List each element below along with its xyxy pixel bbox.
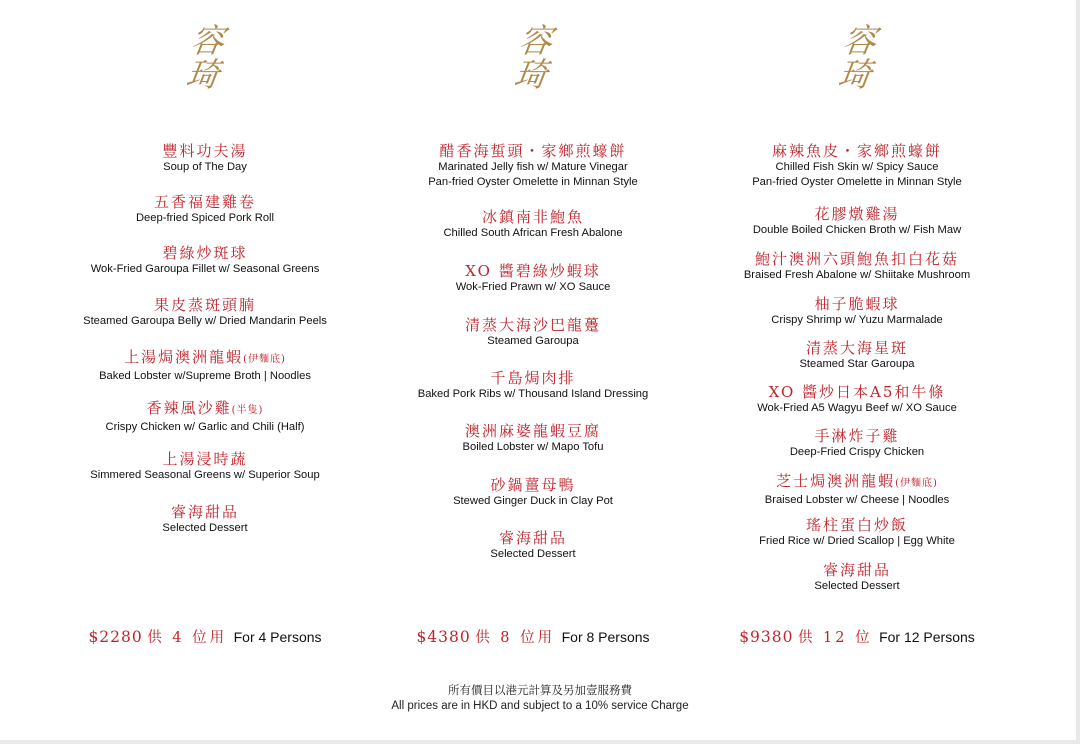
dish-item [383, 476, 683, 509]
dish-name-zh-main: 芝士焗澳洲龍蝦 [776, 472, 896, 490]
dish-name-zh: XO 醬炒日本A5和牛條 [768, 383, 946, 401]
logo-char-bottom: 琦 [183, 55, 222, 94]
price-amount: $9380 [739, 628, 794, 646]
dish-name-zh: 柚子脆蝦球 [814, 295, 900, 313]
dish-name-en: Marinated Jelly fish w/ Mature Vinegar [438, 161, 628, 173]
dish-name-en: Boiled Lobster w/ Mapo Tofu [462, 441, 604, 453]
dish-item [707, 339, 1007, 372]
dish-name-zh: 五香福建雞卷 [153, 193, 256, 211]
dish-name-zh-main: 上湯焗澳洲龍蝦 [124, 348, 244, 366]
dish-item [707, 472, 1007, 508]
dish-name-zh: 醋香海蜇頭・家鄉煎蠔餅 [439, 142, 627, 160]
dish-item [707, 427, 1007, 460]
dish-name-zh: 瑤柱蛋白炒飯 [805, 516, 908, 534]
dish-name-zh [707, 472, 1007, 493]
dish-name-zh: 清蒸大海星斑 [805, 339, 908, 357]
logo-char-top: 容 [516, 21, 555, 60]
dish-name-zh: 清蒸大海沙巴龍躉 [464, 316, 601, 334]
price-line [707, 626, 1007, 647]
dish-name-en: Simmered Seasonal Greens w/ Superior Soup [90, 469, 320, 481]
dish-item [55, 296, 355, 329]
dish-note-zh: (半隻) [231, 405, 264, 416]
logo-char-bottom: 琦 [511, 55, 550, 94]
dish-name-zh: 果皮蒸斑頭腩 [153, 296, 256, 314]
dish-name-zh [55, 348, 355, 369]
dish-item [55, 399, 355, 435]
dish-name-en: Wok-Fried A5 Wagyu Beef w/ XO Sauce [757, 402, 957, 414]
dish-name-zh: 睿海甜品 [498, 529, 567, 547]
dish-item [383, 529, 683, 562]
dish-name-en: Fried Rice w/ Dried Scallop | Egg White [759, 535, 955, 547]
dish-item [55, 503, 355, 536]
dish-name-zh: 碧綠炒斑球 [162, 244, 248, 262]
dish-item [55, 348, 355, 384]
dish-name-en: Chilled Fish Skin w/ Spicy Sauce [775, 161, 939, 173]
dish-name-en: Chilled South African Fresh Abalone [443, 227, 623, 239]
footer-note-zh: 所有價目以港元計算及另加壹服務費 [448, 685, 632, 697]
brand-logo [170, 20, 241, 96]
price-amount: $4380 [416, 628, 471, 646]
price-amount: $2280 [88, 628, 143, 646]
dish-name-en: Steamed Star Garoupa [799, 358, 915, 370]
dish-item [383, 316, 683, 349]
dish-item [707, 383, 1007, 416]
dish-name-zh: 上湯浸時蔬 [162, 450, 248, 468]
dish-name-zh: 豐料功夫湯 [162, 142, 248, 160]
dish-name-zh: 睿海甜品 [170, 503, 239, 521]
dish-name-en: Crispy Shrimp w/ Yuzu Marmalade [771, 314, 943, 326]
dish-name-zh: 睿海甜品 [822, 561, 891, 579]
price-persons-zh: 供 8 位用 [475, 630, 556, 646]
price-persons-zh: 供 12 位 [797, 630, 873, 646]
logo-char-top: 容 [840, 21, 879, 60]
dish-item [55, 142, 355, 175]
dish-name-en: Pan-fried Oyster Omelette in Minnan Style [752, 176, 962, 188]
dish-item [707, 561, 1007, 594]
dish-note-zh: (伊麵底) [895, 478, 938, 489]
dish-item [707, 142, 1007, 190]
dish-name-zh: 麻辣魚皮・家鄉煎蠔餅 [771, 142, 942, 160]
dish-name-en: Soup of The Day [163, 161, 247, 173]
dish-name-zh: 冰鎮南非鮑魚 [481, 208, 584, 226]
menu-column-12-persons [707, 0, 1007, 646]
dish-name-zh: 澳洲麻婆龍蝦豆腐 [464, 422, 601, 440]
logo-char-bottom: 琦 [835, 55, 874, 94]
dish-name-en: Deep-fried Spiced Pork Roll [135, 212, 275, 224]
dish-name-en: Wok-Fried Garoupa Fillet w/ Seasonal Greens [90, 263, 320, 275]
dish-name-en: Deep-Fried Crispy Chicken [789, 446, 925, 458]
dish-item [707, 250, 1007, 283]
dish-name-zh: 手淋炸子雞 [814, 427, 900, 445]
dish-name-en: Pan-fried Oyster Omelette in Minnan Style [428, 176, 638, 188]
dish-name-zh: 千島焗肉排 [490, 369, 576, 387]
price-persons-en: For 12 Persons [879, 629, 975, 645]
dish-name-en: Selected Dessert [162, 522, 248, 534]
dish-name-zh: 砂鍋薑母鴨 [490, 476, 576, 494]
dish-note-zh: (伊麵底) [243, 354, 286, 365]
dish-name-en: Stewed Ginger Duck in Clay Pot [453, 495, 613, 507]
dish-name-zh [55, 399, 355, 420]
dish-item [55, 193, 355, 226]
dish-item [383, 369, 683, 402]
price-persons-zh: 供 4 位用 [147, 630, 228, 646]
dish-name-en: Steamed Garoupa Belly w/ Dried Mandarin Peels [83, 315, 327, 327]
dish-name-en: Braised Fresh Abalone w/ Shiitake Mushroom [743, 269, 971, 281]
logo-char-top: 容 [188, 21, 227, 60]
dish-name-en: Selected Dessert [814, 580, 900, 592]
dish-item [707, 295, 1007, 328]
dish-item [383, 262, 683, 295]
dish-name-en: Braised Lobster w/ Cheese | Noodles [764, 494, 950, 506]
brand-logo [822, 20, 893, 96]
dish-name-zh: 鮑汁澳洲六頭鮑魚扣白花菇 [754, 250, 959, 268]
dish-item [55, 244, 355, 277]
dish-name-en: Crispy Chicken w/ Garlic and Chili (Half) [105, 421, 305, 433]
dish-name-en: Selected Dessert [490, 548, 576, 560]
dish-name-en: Double Boiled Chicken Broth w/ Fish Maw [752, 224, 962, 236]
dish-name-en: Steamed Garoupa [487, 335, 579, 347]
dish-name-zh: XO 醬碧綠炒蝦球 [465, 262, 601, 280]
dish-item [55, 450, 355, 483]
dish-name-en: Wok-Fried Prawn w/ XO Sauce [455, 281, 611, 293]
dish-item [383, 142, 683, 190]
dish-name-en: Baked Lobster w/Supreme Broth | Noodles [99, 370, 311, 382]
price-line [55, 626, 355, 647]
dish-item [707, 205, 1007, 238]
dish-name-zh-main: 香辣風沙雞 [146, 399, 232, 417]
price-persons-en: For 8 Persons [561, 629, 650, 645]
menu-column-8-persons [383, 0, 683, 646]
dish-name-en: Baked Pork Ribs w/ Thousand Island Dressing [417, 388, 649, 400]
brand-logo [498, 20, 569, 96]
price-persons-en: For 4 Persons [233, 629, 322, 645]
dish-item [707, 516, 1007, 549]
dish-item [383, 208, 683, 241]
service-charge-note [0, 684, 1080, 714]
price-line [383, 626, 683, 647]
menu-column-4-persons [55, 0, 355, 646]
dish-name-zh: 花膠燉雞湯 [814, 205, 900, 223]
dish-item [383, 422, 683, 455]
footer-note-en: All prices are in HKD and subject to a 10% service Charge [391, 700, 689, 712]
